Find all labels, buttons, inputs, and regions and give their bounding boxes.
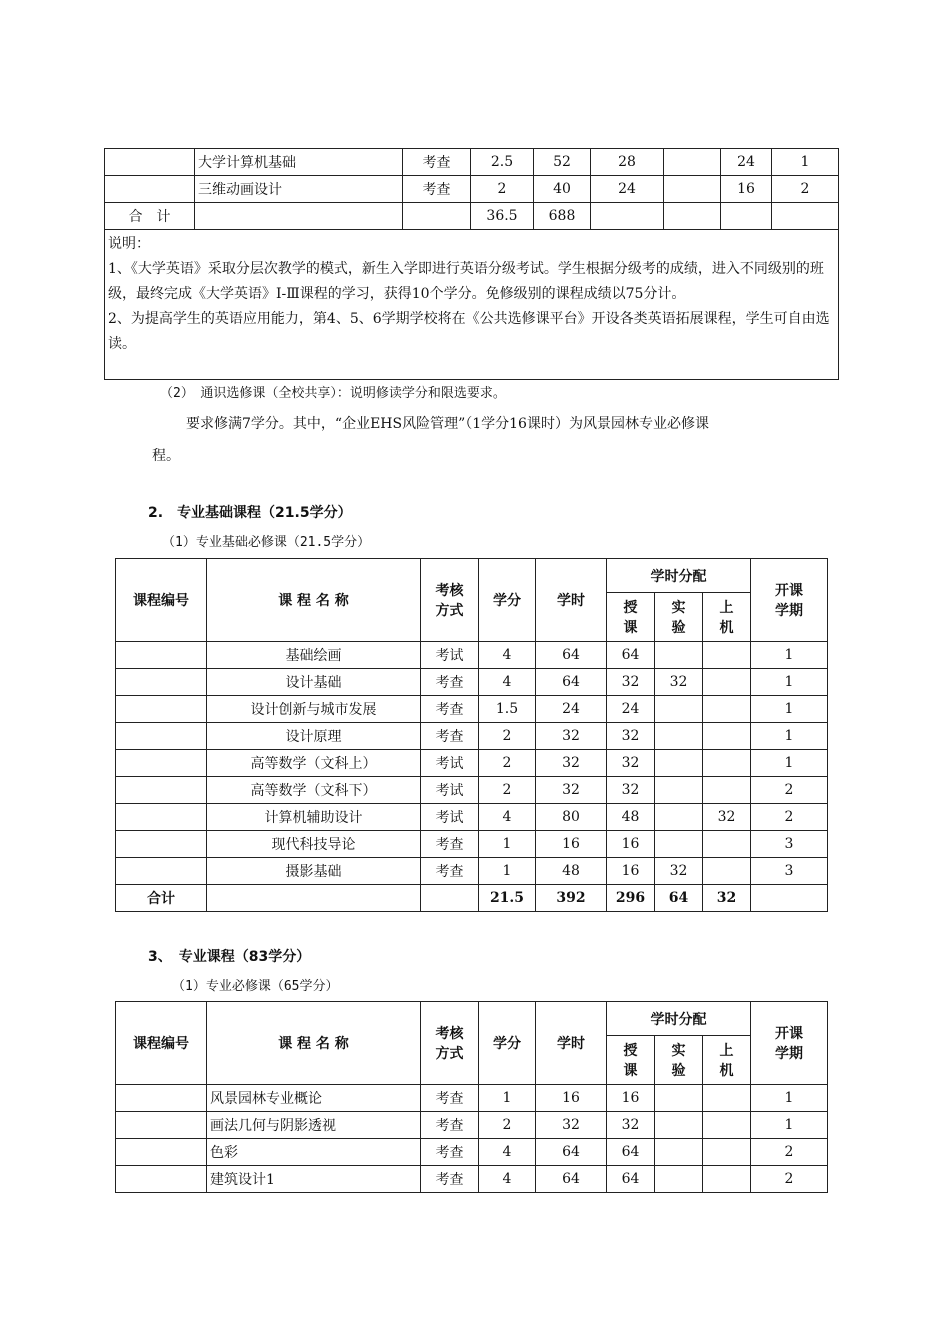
- lecture-hours: 32: [607, 669, 655, 696]
- exam-type: 考试: [421, 804, 479, 831]
- course-code: [116, 831, 207, 858]
- hours: 64: [536, 642, 607, 669]
- course-name: 大学计算机基础: [195, 149, 403, 176]
- lab-hours: [655, 1166, 703, 1193]
- computer-hours: [703, 1085, 751, 1112]
- lab-hours: [655, 1139, 703, 1166]
- term: 1: [751, 669, 828, 696]
- exam-type: 考查: [403, 149, 471, 176]
- exam-type: 考查: [421, 1112, 479, 1139]
- exam-type: 考查: [421, 696, 479, 723]
- credit: 1: [479, 858, 536, 885]
- empty-cell: [591, 203, 664, 230]
- exam-type: 考查: [421, 1139, 479, 1166]
- credit: 4: [479, 1166, 536, 1193]
- total-hours: 392: [536, 885, 607, 912]
- lab-hours: [655, 696, 703, 723]
- hours: 16: [536, 1085, 607, 1112]
- lecture-hours: 64: [607, 1139, 655, 1166]
- table-header-row: [116, 1002, 828, 1036]
- header-hours: 学时: [536, 1002, 607, 1085]
- term: 2: [751, 777, 828, 804]
- exam-type: 考查: [421, 723, 479, 750]
- table-row: [105, 149, 839, 176]
- lecture-hours: 32: [607, 777, 655, 804]
- computer-hours: [703, 642, 751, 669]
- header-code: 课程编号: [116, 559, 207, 642]
- course-code: [116, 858, 207, 885]
- lecture-hours: 24: [607, 696, 655, 723]
- course-code: [105, 176, 195, 203]
- hours: 32: [536, 1112, 607, 1139]
- term: 1: [751, 1112, 828, 1139]
- lab-hours: [655, 831, 703, 858]
- total-credit: 36.5: [471, 203, 534, 230]
- term: 1: [751, 642, 828, 669]
- header-name: 课 程 名 称: [207, 559, 421, 642]
- exam-type: 考试: [421, 642, 479, 669]
- course-name: 设计原理: [207, 723, 421, 750]
- hours: 32: [536, 723, 607, 750]
- term: 3: [751, 831, 828, 858]
- table-row: [105, 176, 839, 203]
- table-row: [116, 831, 828, 858]
- lab-hours: [655, 804, 703, 831]
- header-distribution: 学时分配: [607, 559, 751, 593]
- course-code: [116, 642, 207, 669]
- course-name: 高等数学（文科上）: [207, 750, 421, 777]
- lab-hours: [655, 1085, 703, 1112]
- hours: 40: [534, 176, 591, 203]
- term: 3: [751, 858, 828, 885]
- lab-hours: [664, 176, 721, 203]
- general-elective-heading: （2） 通识选修课（全校共享）：说明修读学分和限选要求。: [160, 386, 506, 401]
- notes-item-1: 1、《大学英语》采取分层次教学的模式，新生入学即进行英语分级考试。学生根据分级考的成绩，进入不同级别的班级，最终完成《大学英语》Ⅰ-Ⅲ课程的学习，获得10个学分。免修级别的课程成绩以75分计。: [108, 261, 824, 302]
- notes-title: 说明：: [108, 236, 150, 252]
- term: 2: [751, 1166, 828, 1193]
- course-name: 色彩: [207, 1139, 421, 1166]
- table-header-row: [116, 559, 828, 593]
- header-lab: 实验: [655, 1036, 703, 1085]
- hours: 16: [536, 831, 607, 858]
- course-code: [116, 669, 207, 696]
- empty-cell: [664, 203, 721, 230]
- header-lecture: 授课: [607, 593, 655, 642]
- lecture-hours: 48: [607, 804, 655, 831]
- course-name: 摄影基础: [207, 858, 421, 885]
- header-hours: 学时: [536, 559, 607, 642]
- empty-cell: [195, 203, 403, 230]
- top-course-table: [104, 148, 839, 380]
- hours: 24: [536, 696, 607, 723]
- lab-hours: [655, 777, 703, 804]
- computer-hours: [703, 1166, 751, 1193]
- course-name: 计算机辅助设计: [207, 804, 421, 831]
- total-lab: 64: [655, 885, 703, 912]
- credit: 1: [479, 831, 536, 858]
- computer-hours: [703, 723, 751, 750]
- exam-type: 考查: [421, 669, 479, 696]
- hours: 48: [536, 858, 607, 885]
- credit: 1: [479, 1085, 536, 1112]
- lecture-hours: 64: [607, 1166, 655, 1193]
- course-name: 画法几何与阴影透视: [207, 1112, 421, 1139]
- exam-type: 考试: [421, 777, 479, 804]
- course-name: 现代科技导论: [207, 831, 421, 858]
- general-elective-body-line1: 要求修满7学分。其中，“企业EHS风险管理”（1学分16课时）为风景园林专业必修课: [186, 416, 709, 432]
- empty-cell: [751, 885, 828, 912]
- course-code: [116, 750, 207, 777]
- course-name: 设计创新与城市发展: [207, 696, 421, 723]
- computer-hours: 32: [703, 804, 751, 831]
- section-3-heading: 3、 专业课程（83学分）: [148, 949, 311, 965]
- total-hours: 688: [534, 203, 591, 230]
- lab-hours: [655, 642, 703, 669]
- computer-hours: [703, 1112, 751, 1139]
- header-term: 开课学期: [751, 1002, 828, 1085]
- empty-cell: [207, 885, 421, 912]
- exam-type: 考查: [421, 858, 479, 885]
- credit: 2: [479, 1112, 536, 1139]
- course-name: 建筑设计1: [207, 1166, 421, 1193]
- lecture-hours: 16: [607, 1085, 655, 1112]
- hours: 32: [536, 750, 607, 777]
- course-code: [116, 696, 207, 723]
- table-row: [116, 858, 828, 885]
- section-2-subheading: （1）专业基础必修课（21.5学分）: [162, 535, 371, 550]
- course-code: [116, 777, 207, 804]
- header-computer: 上机: [703, 593, 751, 642]
- exam-type: 考查: [421, 1166, 479, 1193]
- total-credit: 21.5: [479, 885, 536, 912]
- credit: 4: [479, 642, 536, 669]
- header-exam: 考核方式: [421, 1002, 479, 1085]
- foundation-course-table: [115, 558, 828, 912]
- empty-cell: [421, 885, 479, 912]
- lecture-hours: 32: [607, 1112, 655, 1139]
- exam-type: 考查: [403, 176, 471, 203]
- lab-hours: [655, 750, 703, 777]
- total-lecture: 296: [607, 885, 655, 912]
- table-row: [116, 750, 828, 777]
- header-term: 开课学期: [751, 559, 828, 642]
- major-course-table: [115, 1001, 828, 1193]
- computer-hours: [703, 777, 751, 804]
- hours: 32: [536, 777, 607, 804]
- credit: 2: [479, 723, 536, 750]
- exam-type: 考查: [421, 1085, 479, 1112]
- course-name: 高等数学（文科下）: [207, 777, 421, 804]
- computer-hours: [703, 669, 751, 696]
- lab-hours: 32: [655, 669, 703, 696]
- header-exam: 考核方式: [421, 559, 479, 642]
- term: 1: [751, 750, 828, 777]
- course-name: 设计基础: [207, 669, 421, 696]
- section-2-heading: 2. 专业基础课程（21.5学分）: [148, 505, 352, 521]
- computer-hours: [703, 831, 751, 858]
- computer-hours: 24: [721, 149, 772, 176]
- course-code: [105, 149, 195, 176]
- course-name: 基础绘画: [207, 642, 421, 669]
- credit: 1.5: [479, 696, 536, 723]
- lecture-hours: 32: [607, 723, 655, 750]
- table-row: [116, 1112, 828, 1139]
- lab-hours: [655, 1112, 703, 1139]
- empty-cell: [721, 203, 772, 230]
- lab-hours: [655, 723, 703, 750]
- hours: 64: [536, 1166, 607, 1193]
- header-code: 课程编号: [116, 1002, 207, 1085]
- term: 2: [751, 804, 828, 831]
- notes-row: [105, 230, 839, 380]
- course-code: [116, 804, 207, 831]
- course-name: 风景园林专业概论: [207, 1085, 421, 1112]
- credit: 4: [479, 1139, 536, 1166]
- table-row: [116, 777, 828, 804]
- credit: 2: [471, 176, 534, 203]
- term: 1: [751, 696, 828, 723]
- course-code: [116, 1139, 207, 1166]
- empty-cell: [403, 203, 471, 230]
- computer-hours: [703, 696, 751, 723]
- lecture-hours: 28: [591, 149, 664, 176]
- notes-cell: [105, 230, 839, 380]
- course-code: [116, 1085, 207, 1112]
- general-elective-body-line2: 程。: [152, 448, 180, 464]
- lab-hours: 32: [655, 858, 703, 885]
- course-code: [116, 1166, 207, 1193]
- table-row: [116, 669, 828, 696]
- credit: 4: [479, 804, 536, 831]
- credit: 2: [479, 777, 536, 804]
- total-label: 合计: [116, 885, 207, 912]
- term: 2: [772, 176, 839, 203]
- header-name: 课 程 名 称: [207, 1002, 421, 1085]
- term: 2: [751, 1139, 828, 1166]
- hours: 52: [534, 149, 591, 176]
- total-row: [105, 203, 839, 230]
- total-row: [116, 885, 828, 912]
- table-row: [116, 1085, 828, 1112]
- hours: 80: [536, 804, 607, 831]
- header-credit: 学分: [479, 559, 536, 642]
- header-lab: 实验: [655, 593, 703, 642]
- lab-hours: [664, 149, 721, 176]
- total-computer: 32: [703, 885, 751, 912]
- total-label: 合 计: [105, 203, 195, 230]
- course-code: [116, 1112, 207, 1139]
- computer-hours: [703, 1139, 751, 1166]
- lecture-hours: 16: [607, 858, 655, 885]
- table-row: [116, 696, 828, 723]
- computer-hours: 16: [721, 176, 772, 203]
- hours: 64: [536, 1139, 607, 1166]
- table-row: [116, 804, 828, 831]
- lecture-hours: 64: [607, 642, 655, 669]
- header-computer: 上机: [703, 1036, 751, 1085]
- computer-hours: [703, 858, 751, 885]
- credit: 4: [479, 669, 536, 696]
- term: 1: [772, 149, 839, 176]
- lecture-hours: 32: [607, 750, 655, 777]
- lecture-hours: 16: [607, 831, 655, 858]
- header-credit: 学分: [479, 1002, 536, 1085]
- term: 1: [751, 723, 828, 750]
- exam-type: 考试: [421, 750, 479, 777]
- credit: 2: [479, 750, 536, 777]
- lecture-hours: 24: [591, 176, 664, 203]
- table-row: [116, 723, 828, 750]
- table-row: [116, 1166, 828, 1193]
- notes-item-2: 2、为提高学生的英语应用能力，第4、5、6学期学校将在《公共选修课平台》开设各类英语拓展课程，学生可自由选读。: [108, 311, 830, 352]
- exam-type: 考查: [421, 831, 479, 858]
- credit: 2.5: [471, 149, 534, 176]
- section-3-subheading: （1）专业必修课（65学分）: [172, 979, 339, 994]
- computer-hours: [703, 750, 751, 777]
- empty-cell: [772, 203, 839, 230]
- course-code: [116, 723, 207, 750]
- header-lecture: 授课: [607, 1036, 655, 1085]
- hours: 64: [536, 669, 607, 696]
- course-name: 三维动画设计: [195, 176, 403, 203]
- term: 1: [751, 1085, 828, 1112]
- table-row: [116, 1139, 828, 1166]
- table-row: [116, 642, 828, 669]
- header-distribution: 学时分配: [607, 1002, 751, 1036]
